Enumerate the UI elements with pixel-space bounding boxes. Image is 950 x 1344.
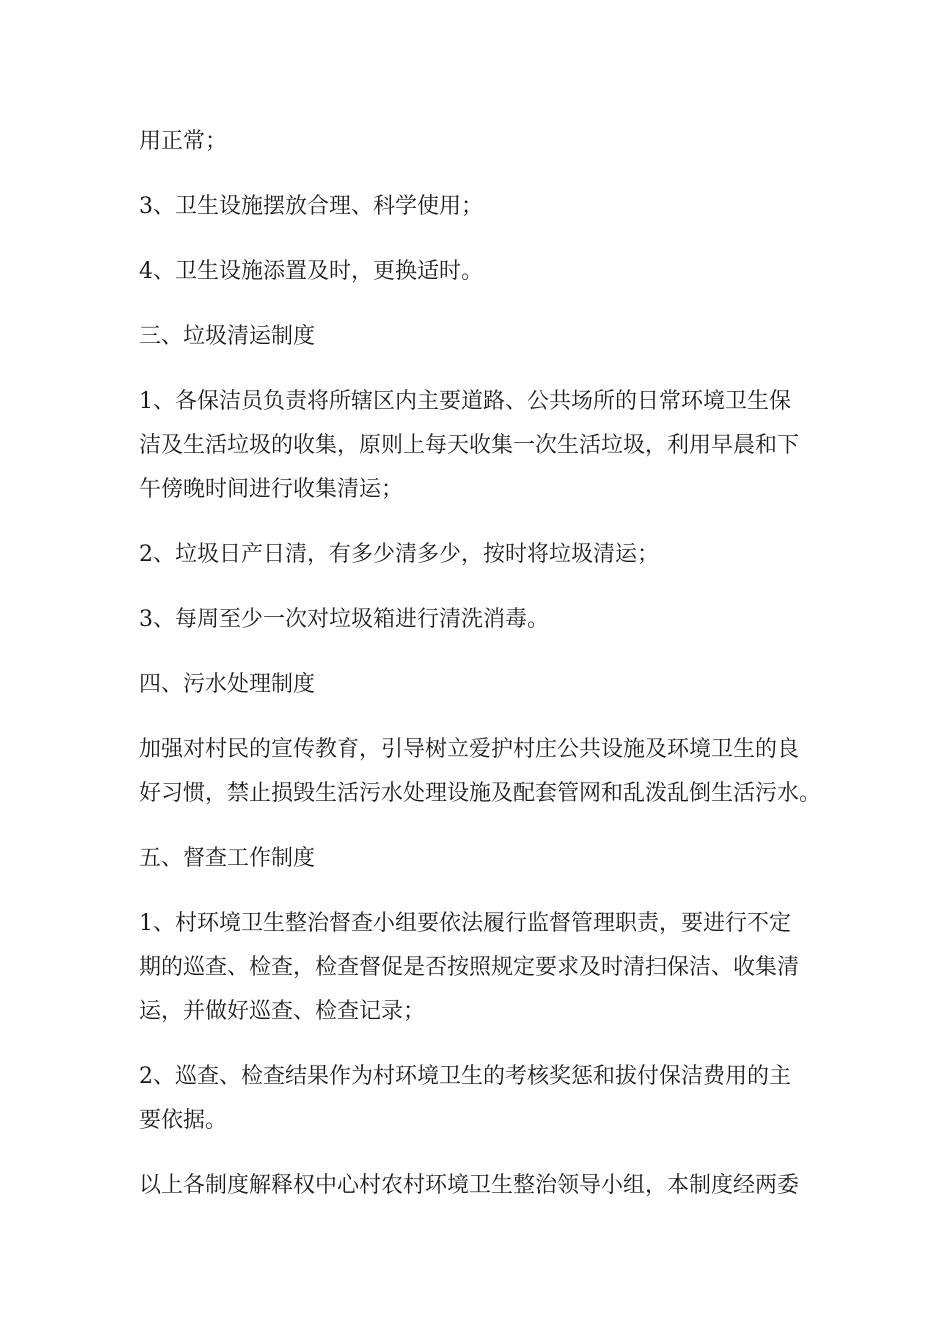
paragraph [139,533,829,577]
paragraph [139,728,829,816]
paragraph [139,250,829,294]
paragraph [139,598,829,642]
text-line: 五、督查工作制度 [139,846,316,871]
section-heading [139,663,829,707]
text-line: 以上各制度解释权中心村农村环境卫生整治领导小组，本制度经两委 [139,1173,800,1198]
text-line: 运，并做好巡查、检查记录； [139,999,426,1024]
section-heading [139,837,829,881]
paragraph [139,902,829,1034]
section-heading [139,315,829,359]
text-line: 2、巡查、检查结果作为村环境卫生的考核奖惩和拔付保洁费用的主 [139,1064,791,1089]
text-line: 期的巡查、检查，检查督促是否按照规定要求及时清扫保洁、收集清 [139,955,800,980]
text-line: 用正常； [139,129,228,154]
text-line: 要依据。 [139,1108,228,1133]
paragraph [139,380,829,512]
paragraph [139,185,829,229]
text-line: 4、卫生设施添置及时，更换适时。 [139,259,483,284]
text-line: 洁及生活垃圾的收集，原则上每天收集一次生活垃圾，利用早晨和下 [139,433,800,458]
text-line: 好习惯，禁止损毁生活污水处理设施及配套管网和乱泼乱倒生活污水。 [139,781,822,806]
text-line: 1、各保洁员负责将所辖区内主要道路、公共场所的日常环境卫生保 [139,389,791,414]
text-line: 3、每周至少一次对垃圾箱进行清洗消毒。 [139,607,549,632]
text-line: 3、卫生设施摆放合理、科学使用； [139,194,483,219]
paragraph [139,120,829,164]
text-line: 2、垃圾日产日清，有多少清多少，按时将垃圾清运； [139,542,659,567]
paragraph [139,1164,829,1208]
paragraph [139,1055,829,1143]
text-line: 四、污水处理制度 [139,672,316,697]
text-line: 1、村环境卫生整治督查小组要依法履行监督管理职责，要进行不定 [139,911,791,936]
document-body [139,120,829,1229]
text-line: 午傍晚时间进行收集清运； [139,477,404,502]
text-line: 三、垃圾清运制度 [139,324,316,349]
text-line: 加强对村民的宣传教育，引导树立爱护村庄公共设施及环境卫生的良 [139,737,800,762]
